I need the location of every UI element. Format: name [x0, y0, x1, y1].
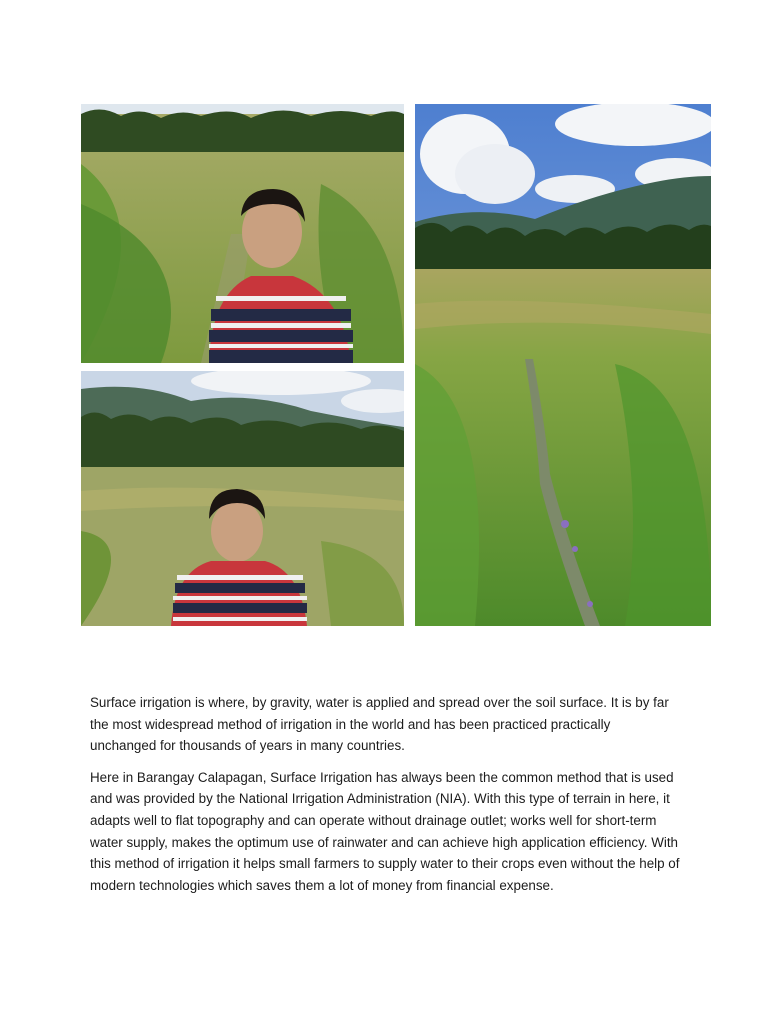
photo-person-field-icon: [81, 371, 404, 626]
body-text: [90, 692, 680, 906]
photo-selfie-field-close: [81, 104, 404, 363]
paragraph-surface-irrigation: Surface irrigation is where, by gravity, water is applied and spread over the soil surface. It is by far the most widespread method of irrigation in the world and has been practiced practically unchanged for thousands of years in many countries.: [90, 695, 669, 754]
photo-irrigation-canal: [415, 104, 711, 626]
photo-person-field-icon: [81, 104, 404, 363]
photo-selfie-field-mountains: [81, 371, 404, 626]
photo-field-canal-icon: [415, 104, 711, 626]
paragraph-barangay-calapagan: Here in Barangay Calapagan, Surface Irrigation has always been the common method that is used and was provided by the National Irrigation Administration (NIA). With this type of terrain in here, it adapts well to flat topography and can operate without drainage outlet; works well for short-term water supply, makes the optimum use of rainwater and can achieve high application efficiency. With this method of irrigation it helps small farmers to supply water to their crops even without the help of modern technologies which saves them a lot of money from financial expense.: [90, 769, 680, 893]
